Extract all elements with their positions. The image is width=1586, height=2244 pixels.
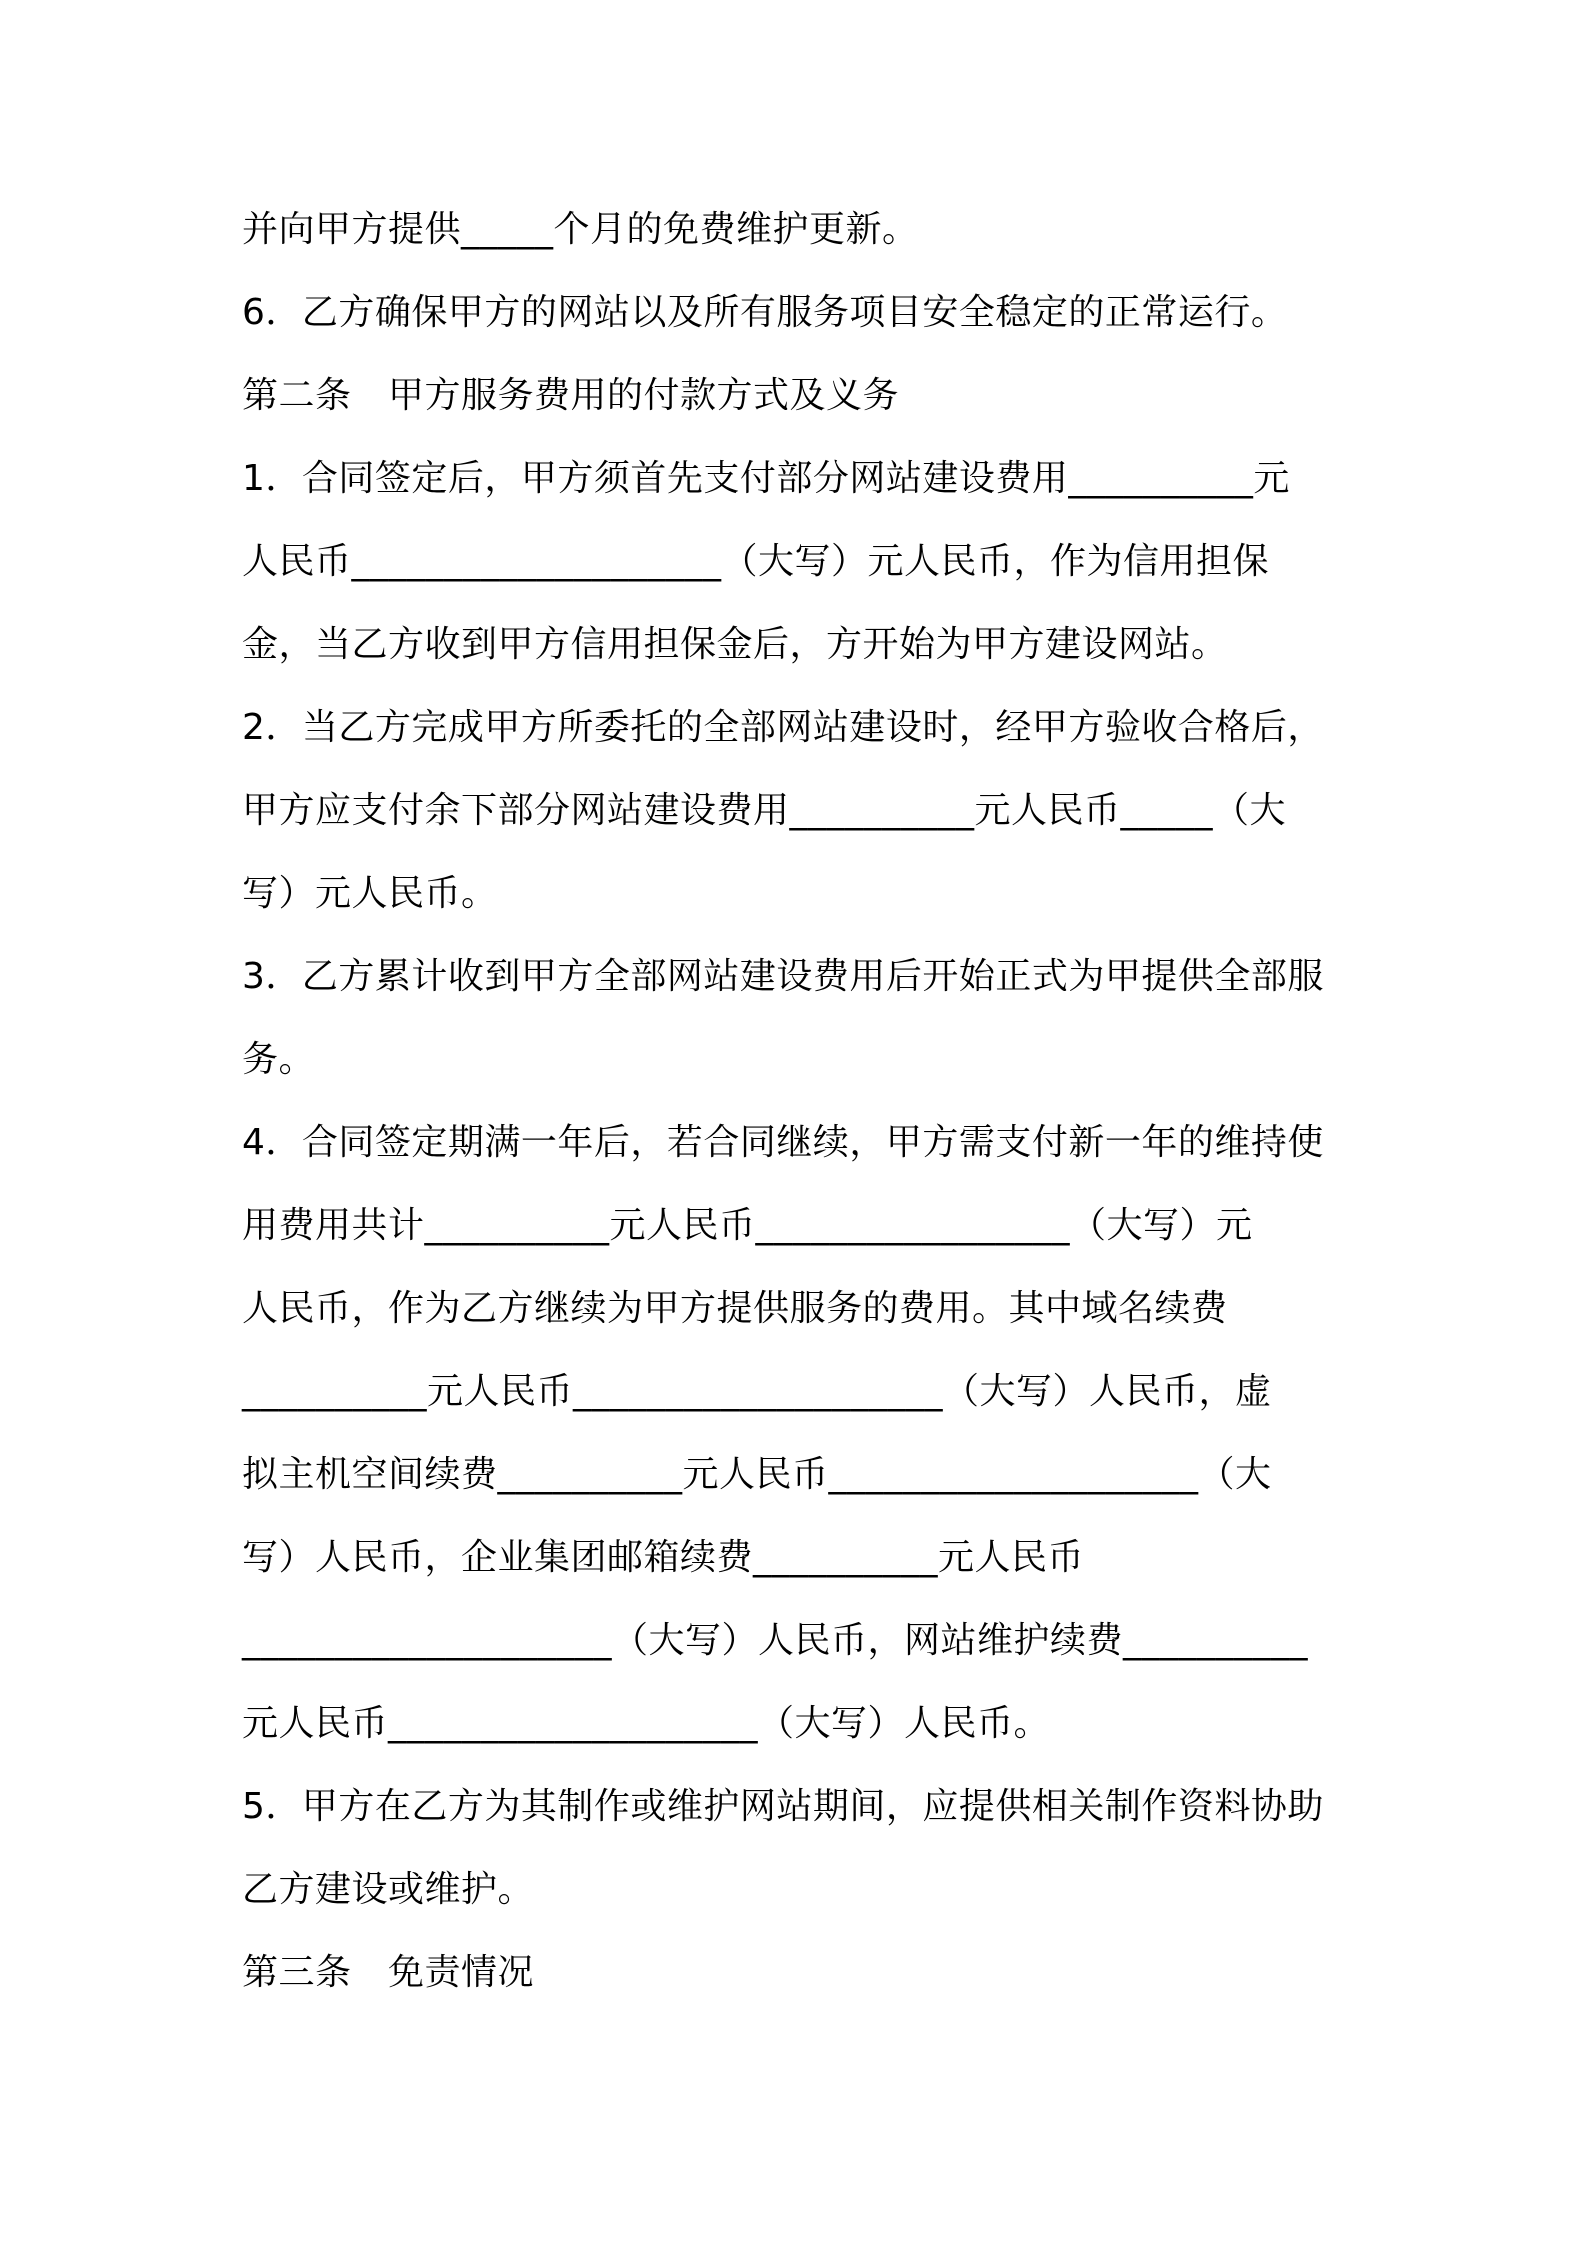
text-line: 1．合同签定后，甲方须首先支付部分网站建设费用__________元 [242,458,1290,499]
text-line: 人民币，作为乙方继续为甲方提供服务的费用。其中域名续费 [242,1288,1228,1329]
text-line: 2．当乙方完成甲方所委托的全部网站建设时，经甲方验收合格后， [242,707,1324,748]
text-line: 元人民币____________________（大写）人民币。 [242,1703,1051,1744]
text-line: 3．乙方累计收到甲方全部网站建设费用后开始正式为甲提供全部服 [242,956,1324,997]
text-line: 6．乙方确保甲方的网站以及所有服务项目安全稳定的正常运行。 [242,292,1288,333]
text-line: 用费用共计__________元人民币_________________（大写）元 [242,1205,1253,1246]
text-line: ____________________（大写）人民币，网站维护续费__________ [242,1620,1309,1661]
text-line: 并向甲方提供_____个月的免费维护更新。 [242,209,919,250]
text-line: 务。 [242,1039,316,1080]
text-line: 5．甲方在乙方为其制作或维护网站期间，应提供相关制作资料协助 [242,1786,1324,1827]
text-line: 金，当乙方收到甲方信用担保金后，方开始为甲方建设网站。 [242,624,1228,665]
text-line: 拟主机空间续费__________元人民币____________________（大 [242,1454,1272,1495]
text-line: 甲方应支付余下部分网站建设费用__________元人民币_____（大 [242,790,1287,831]
text-line: 乙方建设或维护。 [242,1869,535,1910]
text-line: 写）元人民币。 [242,873,498,914]
text-line: __________元人民币____________________（大写）人民币，虚 [242,1371,1272,1412]
text-line: 人民币____________________（大写）元人民币，作为信用担保 [242,541,1270,582]
text-line: 4．合同签定期满一年后，若合同继续，甲方需支付新一年的维持使 [242,1122,1324,1163]
text-line: 写）人民币，企业集团邮箱续费__________元人民币 [242,1537,1085,1578]
section-heading: 第二条 甲方服务费用的付款方式及义务 [242,375,900,416]
section-heading: 第三条 免责情况 [242,1952,535,1993]
